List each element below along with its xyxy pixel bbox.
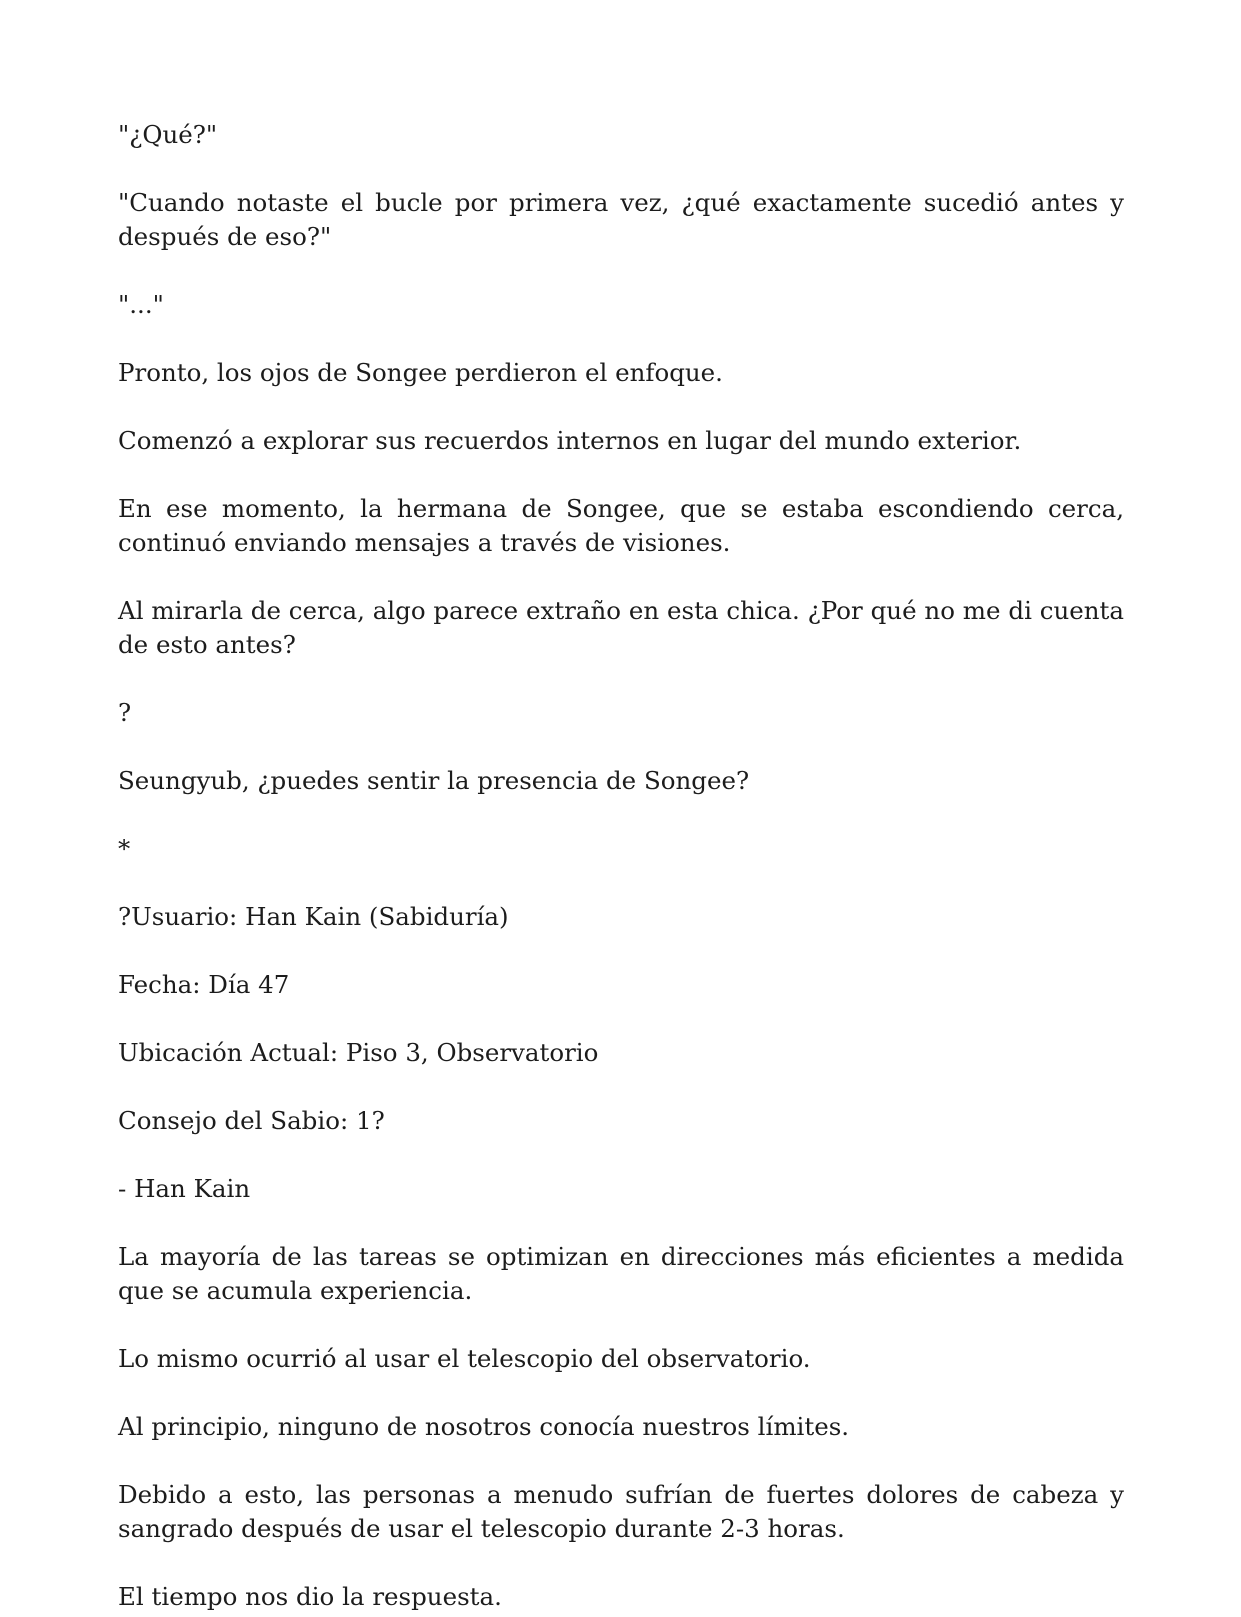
- dialogue-line: "¿Qué?": [118, 120, 218, 149]
- section-separator: *: [118, 834, 131, 863]
- log-entry-author: - Han Kain: [118, 1174, 251, 1203]
- narrative-paragraph: Al mirarla de cerca, algo parece extraño en esta chica. ¿Por qué no me di cuenta de esto antes?: [118, 596, 1124, 659]
- narrative-paragraph: ?: [118, 698, 132, 727]
- narrative-paragraph: Lo mismo ocurrió al usar el telescopio del observatorio.: [118, 1344, 811, 1373]
- narrative-paragraph: Comenzó a explorar sus recuerdos internos en lugar del mundo exterior.: [118, 426, 1022, 455]
- narrative-paragraph: En ese momento, la hermana de Songee, que se estaba escondiendo cerca, continuó enviando mensajes a través de visiones.: [118, 494, 1124, 557]
- dialogue-line: "Cuando notaste el bucle por primera vez, ¿qué exactamente sucedió antes y después de eso?": [118, 188, 1124, 251]
- narrative-paragraph: Debido a esto, las personas a menudo sufrían de fuertes dolores de cabeza y sangrado después de usar el telescopio durante 2-3 horas.: [118, 1480, 1124, 1543]
- narrative-paragraph: El tiempo nos dio la respuesta.: [118, 1582, 502, 1611]
- log-entry-location: Ubicación Actual: Piso 3, Observatorio: [118, 1038, 599, 1067]
- document-body: [118, 118, 1124, 1617]
- narrative-paragraph: Al principio, ninguno de nosotros conocía nuestros límites.: [118, 1412, 850, 1441]
- log-entry-date: Fecha: Día 47: [118, 970, 290, 999]
- log-entry-advice: Consejo del Sabio: 1?: [118, 1106, 385, 1135]
- narrative-paragraph: La mayoría de las tareas se optimizan en direcciones más eficientes a medida que se acumula experiencia.: [118, 1242, 1124, 1305]
- dialogue-line: "...": [118, 290, 164, 319]
- narrative-paragraph: Pronto, los ojos de Songee perdieron el enfoque.: [118, 358, 723, 387]
- narrative-paragraph: Seungyub, ¿puedes sentir la presencia de Songee?: [118, 766, 750, 795]
- log-entry-user: ?Usuario: Han Kain (Sabiduría): [118, 902, 509, 931]
